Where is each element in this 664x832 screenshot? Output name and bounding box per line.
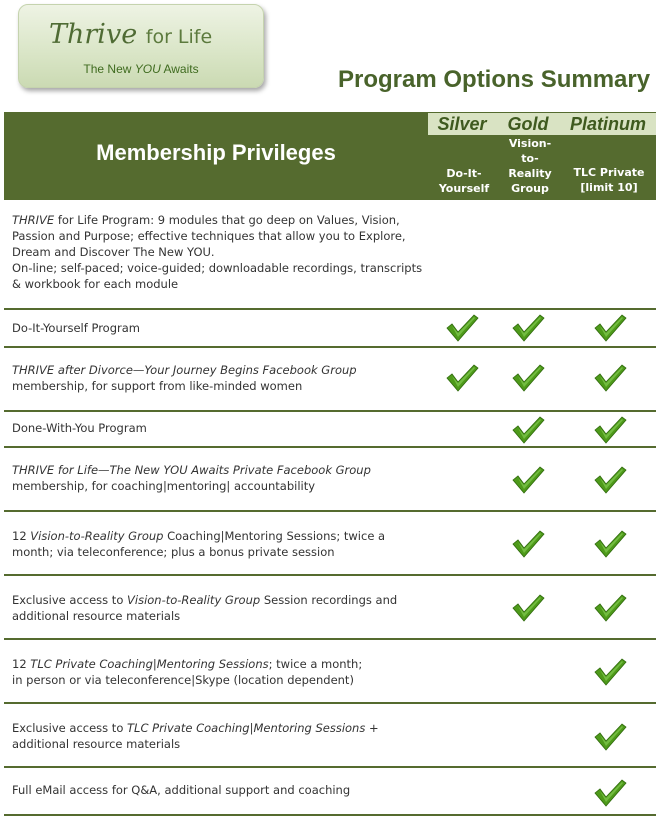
privilege-text-segment: 12: [12, 657, 31, 671]
table-row: [4, 704, 656, 768]
tier-names: [428, 113, 656, 135]
privilege-text-segment: 12: [12, 529, 31, 543]
check-mark-icon-platinum: [592, 778, 628, 808]
membership-privileges-heading: Membership Privileges: [96, 140, 336, 165]
table-row: [4, 310, 656, 348]
privilege-description: [12, 782, 424, 798]
check-mark-icon-silver: [444, 313, 480, 343]
privilege-description: [12, 320, 424, 336]
privilege-text-segment: THRIVE for Life—The New YOU Awaits Private Facebook Group: [12, 463, 371, 477]
privilege-description: [12, 528, 424, 560]
tier-name-silver: Silver: [437, 114, 487, 134]
check-mark-icon-platinum: [592, 593, 628, 623]
check-mark-icon-platinum: [592, 415, 628, 445]
privilege-description: [12, 362, 424, 394]
privilege-text-segment: Coaching|Mentoring Sessions; twice a month; via teleconference; plus a bonus private session: [12, 529, 386, 559]
privilege-text-segment: membership, for support from like-minded women: [12, 379, 303, 393]
privilege-text-segment: Done-With-You Program: [12, 421, 147, 435]
privilege-text-segment: for Life Program: 9 modules that go deep on Values, Vision, Passion and Purpose; effective techniques that allow you to Explore, Dream and Discover The New YOU. On-line; self-paced; voice-guided; downloadable recordings, transcripts & workbook for each module: [12, 213, 423, 291]
privilege-description: [12, 462, 424, 494]
check-mark-icon-gold: [510, 465, 546, 495]
check-mark-icon-gold: [510, 415, 546, 445]
check-mark-icon-gold: [510, 593, 546, 623]
privilege-text-segment: THRIVE: [12, 213, 55, 227]
privilege-description: [12, 420, 424, 436]
tier-subtitle-platinum: TLC Private [limit 10]: [573, 166, 645, 194]
check-mark-icon-platinum: [592, 465, 628, 495]
tier-subtitle-gold: Vision- to- Reality Group: [508, 137, 552, 195]
tier-subtitle-silver: Do-It- Yourself: [438, 167, 490, 195]
privilege-text-segment: Full eMail access for Q&A, additional support and coaching: [12, 783, 351, 797]
logo-tagline-prefix: The New: [83, 62, 135, 76]
privilege-text-segment: Session recordings and additional resource materials: [12, 593, 398, 623]
check-mark-icon-platinum: [592, 657, 628, 687]
logo-tagline: [19, 62, 263, 76]
privilege-description: [12, 720, 424, 752]
check-mark-icon-platinum: [592, 722, 628, 752]
privilege-text-segment: + additional resource materials: [12, 721, 379, 751]
logo-brand: [49, 19, 249, 50]
privilege-text-segment: membership, for coaching|mentoring| accountability: [12, 479, 316, 493]
privilege-text-segment: Exclusive access to: [12, 593, 128, 607]
table-row: [4, 576, 656, 640]
logo-tagline-suffix: Awaits: [160, 62, 199, 76]
logo-tagline-emph: YOU: [134, 62, 161, 76]
thrive-logo: [18, 4, 264, 88]
table-row: [4, 412, 656, 448]
check-mark-icon-platinum: [592, 363, 628, 393]
check-mark-icon-gold: [510, 313, 546, 343]
check-mark-icon-gold: [510, 363, 546, 393]
privilege-text-segment: Exclusive access to: [12, 721, 128, 735]
privilege-description: [12, 592, 424, 624]
table-row: [4, 348, 656, 412]
logo-brand-script: Thrive: [49, 19, 138, 50]
privilege-text-segment: Vision-to-Reality Group: [30, 529, 164, 543]
privilege-text-segment: Vision-to-Reality Group: [127, 593, 261, 607]
table-row: [4, 200, 656, 310]
privilege-text-segment: THRIVE after Divorce—Your Journey Begins Facebook Group: [12, 363, 357, 377]
privilege-text-segment: ; twice a month; in person or via teleconference|Skype (location dependent): [12, 657, 363, 687]
logo-brand-suffix: for Life: [145, 26, 213, 48]
check-mark-icon-platinum: [592, 529, 628, 559]
privilege-text-segment: TLC Private Coaching|Mentoring Sessions: [30, 657, 269, 671]
privilege-text-segment: Do-It-Yourself Program: [12, 321, 140, 335]
table-row: [4, 640, 656, 704]
privilege-text-segment: TLC Private Coaching|Mentoring Sessions: [127, 721, 366, 735]
privilege-description: [12, 212, 424, 292]
privileges-table: [4, 200, 656, 816]
page-title: Program Options Summary: [338, 66, 651, 93]
check-mark-icon-gold: [510, 529, 546, 559]
check-mark-icon-silver: [444, 363, 480, 393]
privilege-description: [12, 656, 424, 688]
table-row: [4, 768, 656, 816]
tier-name-platinum: Platinum: [569, 114, 646, 134]
check-mark-icon-platinum: [592, 313, 628, 343]
tier-name-gold: Gold: [507, 114, 549, 134]
table-row: [4, 448, 656, 512]
table-row: [4, 512, 656, 576]
